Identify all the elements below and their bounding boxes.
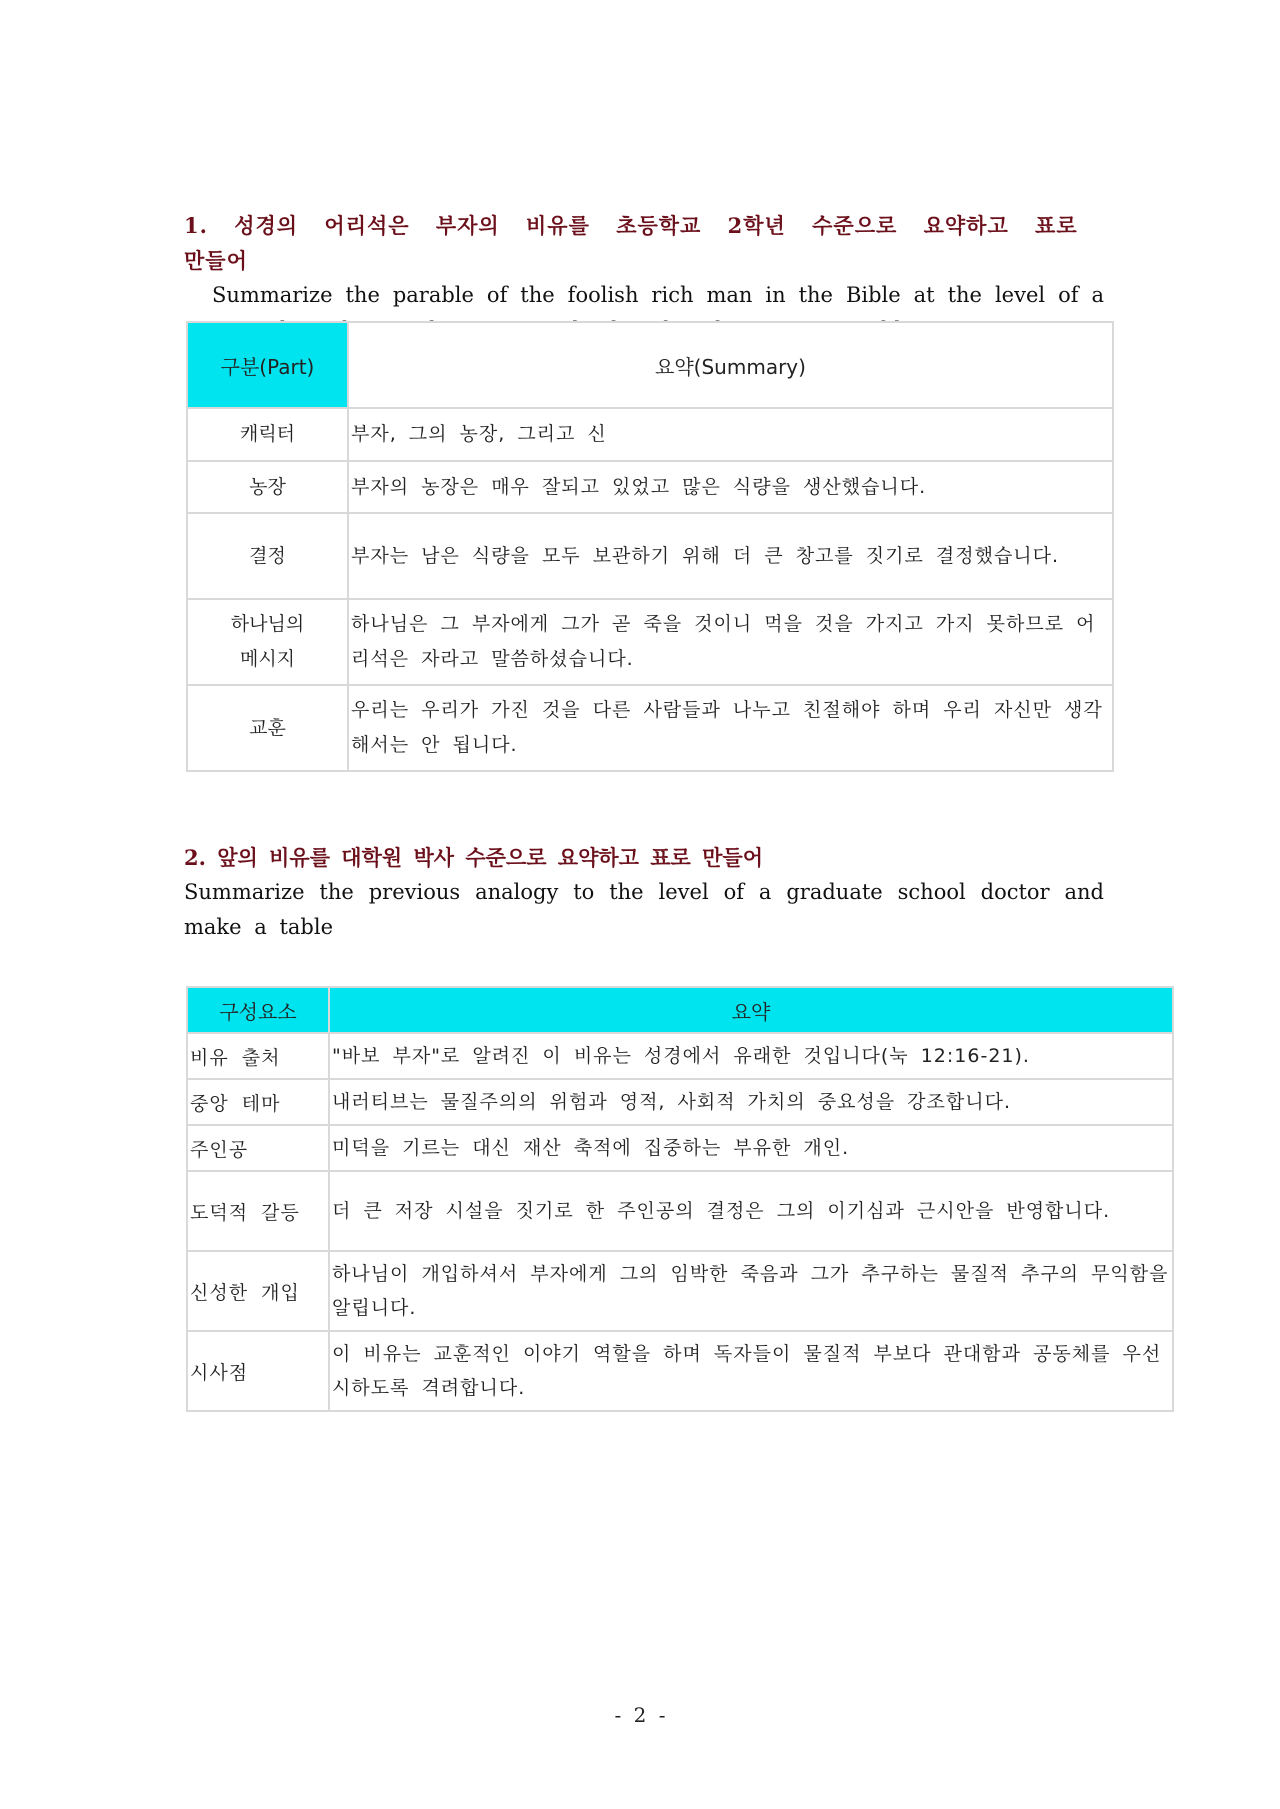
table-row [187,599,1113,685]
row-value: 내러티브는 물질주의의 위험과 영적, 사회적 가치의 중요성을 강조합니다. [329,1079,1173,1125]
table-header-row [187,987,1173,1033]
table-row [187,685,1113,771]
table-header-summary: 요약(Summary) [348,322,1113,408]
row-value: "바보 부자"로 알려진 이 비유는 성경에서 유래한 것입니다(눅 12:16-21). [329,1033,1173,1079]
table-row [187,1251,1173,1331]
table-row [187,1125,1173,1171]
row-value: 이 비유는 교훈적인 이야기 역할을 하며 독자들이 물질적 부보다 관대함과 공동체를 우선시하도록 격려합니다. [329,1331,1173,1411]
section-1-heading-korean: 1. 성경의 어리석은 부자의 비유를 초등학교 2학년 수준으로 요약하고 표로 만들어 [184,213,1078,273]
row-key: 신성한 개입 [187,1251,329,1331]
row-value: 더 큰 저장 시설을 짓기로 한 주인공의 결정은 그의 이기심과 근시안을 반영합니다. [329,1171,1173,1251]
row-key: 교훈 [187,685,348,771]
row-key [187,599,348,685]
table-row [187,408,1113,461]
section-2-heading [184,840,1104,945]
section-2-heading-english: Summarize the previous analogy to the level of a graduate school doctor and make a table [184,880,1104,939]
table-row [187,461,1113,513]
page-number: - 2 - [614,1703,666,1727]
section-1-heading-english: Summarize the parable of the foolish rich man in the Bible at the level of a [212,283,1104,307]
row-value: 부자, 그의 농장, 그리고 신 [348,408,1113,461]
section-1-table [186,321,1114,772]
row-value: 부자는 남은 식량을 모두 보관하기 위해 더 큰 창고를 짓기로 결정했습니다. [348,513,1113,599]
section-2-table [186,986,1174,1412]
row-value: 하나님은 그 부자에게 그가 곧 죽을 것이니 먹을 것을 가지고 가지 못하므로 어리석은 자라고 말씀하셨습니다. [348,599,1113,685]
table-header-component: 구성요소 [187,987,329,1033]
row-key: 주인공 [187,1125,329,1171]
row-key: 결정 [187,513,348,599]
table-row [187,1033,1173,1079]
row-key: 캐릭터 [187,408,348,461]
row-value: 미덕을 기르는 대신 재산 축적에 집중하는 부유한 개인. [329,1125,1173,1171]
table-row [187,1079,1173,1125]
section-2-heading-korean: 2. 앞의 비유를 대학원 박사 수준으로 요약하고 표로 만들어 [184,845,763,870]
row-value: 부자의 농장은 매우 잘되고 있었고 많은 식량을 생산했습니다. [348,461,1113,513]
table-header-summary: 요약 [329,987,1173,1033]
row-value: 우리는 우리가 가진 것을 다른 사람들과 나누고 친절해야 하며 우리 자신만 생각해서는 안 됩니다. [348,685,1113,771]
table-header-part: 구분(Part) [187,322,348,408]
row-key: 비유 출처 [187,1033,329,1079]
row-key-line-2: 메시지 [239,648,296,670]
row-key-line-1: 하나님의 [230,613,305,635]
row-key: 농장 [187,461,348,513]
row-key: 도덕적 갈등 [187,1171,329,1251]
row-value: 하나님이 개입하셔서 부자에게 그의 임박한 죽음과 그가 추구하는 물질적 추구의 무익함을 알립니다. [329,1251,1173,1331]
table-row [187,513,1113,599]
row-key: 중앙 테마 [187,1079,329,1125]
row-key: 시사점 [187,1331,329,1411]
table-header-row [187,322,1113,408]
table-row [187,1331,1173,1411]
table-row [187,1171,1173,1251]
